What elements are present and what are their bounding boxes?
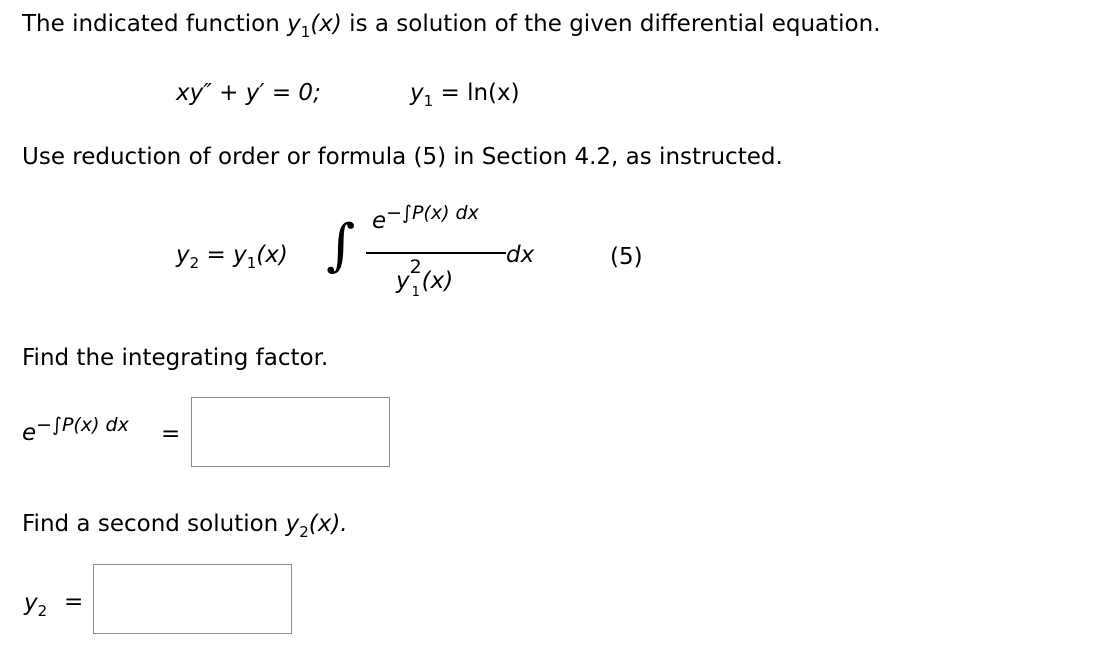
denominator-superscript: 2 [409, 256, 422, 278]
integrating-factor-input[interactable] [191, 397, 390, 467]
part2-lhs [24, 590, 48, 620]
given-solution-subscript: 1 [423, 92, 434, 110]
part1-lhs [22, 414, 129, 446]
denominator-arg: (x) [421, 268, 454, 294]
given-solution-rhs: = ln(x) [433, 80, 520, 106]
instruction-text: Use reduction of order or formula (5) in Section 4.2, as instructed. [22, 144, 783, 170]
part2-prompt-subscript: 2 [299, 523, 309, 541]
formula-y1: = y [199, 242, 247, 268]
formula-numerator [372, 202, 479, 234]
part2-lhs-subscript: 2 [37, 602, 48, 620]
formula-lhs [176, 242, 288, 272]
intro-function-arg: (x) [310, 11, 342, 37]
part2-prompt-text: Find a second solution [22, 511, 286, 537]
fraction-bar [366, 252, 506, 254]
formula-y2-subscript: 2 [189, 254, 200, 272]
part2-prompt [22, 511, 348, 541]
intro-function: y [287, 11, 301, 37]
given-solution [410, 80, 520, 110]
intro-function-subscript: 1 [300, 23, 311, 41]
given-solution-y: y [410, 80, 424, 106]
denominator-y: y [396, 268, 410, 294]
formula-number: (5) [610, 244, 643, 270]
part2-prompt-arg: (x). [308, 511, 348, 537]
part1-prompt: Find the integrating factor. [22, 345, 329, 371]
intro-text-before: The indicated function [22, 11, 288, 37]
formula-y2: y [176, 242, 190, 268]
numerator-e: e [372, 208, 387, 234]
second-solution-input[interactable] [93, 564, 292, 634]
intro-text-after: is a solution of the given differential equation. [341, 11, 881, 37]
denominator-subscript: 1 [411, 285, 420, 300]
formula-dx: dx [506, 242, 535, 268]
numerator-exponent: −∫P(x) dx [386, 202, 479, 224]
part2-lhs-y: y [24, 590, 38, 616]
part1-equals: = [161, 421, 181, 447]
formula-denominator [396, 256, 454, 300]
formula-y1-arg: (x) [256, 242, 288, 268]
part2-prompt-y: y [285, 511, 300, 537]
part2-equals: = [64, 589, 84, 615]
formula-y1-subscript: 1 [246, 254, 257, 272]
differential-equation: xy″ + y′ = 0; [176, 80, 321, 106]
part1-lhs-e: e [22, 420, 37, 446]
part1-lhs-exponent: −∫P(x) dx [36, 414, 129, 436]
integral-sign: ∫ [326, 213, 356, 278]
intro-sentence [22, 11, 881, 41]
